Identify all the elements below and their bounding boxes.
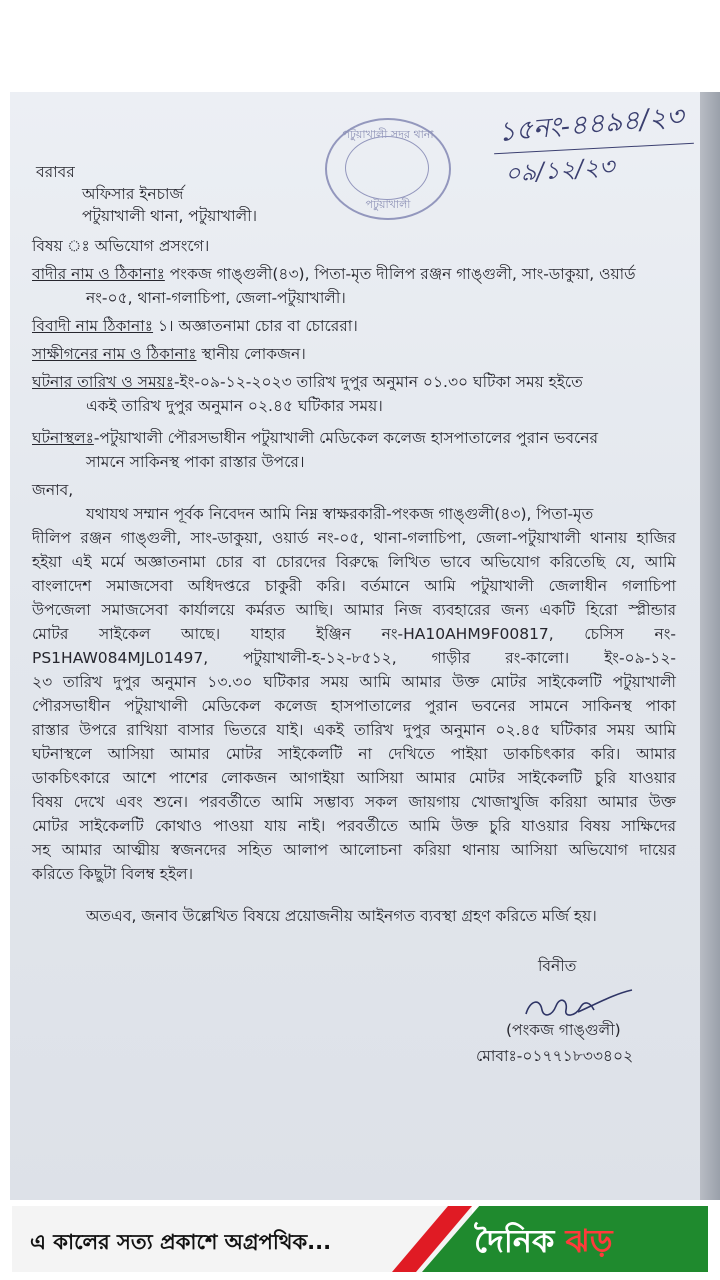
signer-name: (পংকজ গাঙ্গুলী) bbox=[506, 1021, 621, 1039]
logo-part-2: ঝড় bbox=[565, 1222, 613, 1260]
body-line: বাংলাদেশ সমাজসেবা অধিদপ্তরে চাকুরী করি। বর্তমানে আমি পটুয়াখালী জেলাধীন গলাচিপা bbox=[32, 577, 676, 595]
incident-datetime-label: ঘটনার তারিখ ও সময়ঃ bbox=[32, 373, 174, 391]
incident-place-value: -পটুয়াখালী পৌরসভাধীন পটুয়াখালী মেডিকেল কলেজ হাসপাতালের পুরান ভবনের bbox=[93, 429, 599, 447]
body-line: পৌরসভাধীন পটুয়াখালী মেডিকেল কলেজ হাসপাতালের পুরান ভবনের সামনে সাকিনস্থ পাকা bbox=[32, 697, 676, 715]
incident-datetime-line-1 bbox=[32, 372, 583, 392]
body-line: ঘটনাস্থলে আসিয়া আমার মোটর সাইকেলটি না দেখিতে পাইয়া ডাকচিৎকার করি। আমার bbox=[32, 745, 676, 763]
page-edge bbox=[700, 92, 720, 1200]
banner-tagline: এ কালের সত্য প্রকাশে অগ্রপথিক... bbox=[30, 1230, 332, 1254]
body-line: যথাযথ সম্মান পূর্বক নিবেদন আমি নিম্ন স্বাক্ষরকারী-পংকজ গাঙ্গুলী(৪৩), পিতা-মৃত bbox=[86, 505, 594, 523]
body-line: করিতে কিছুটা বিলম্ব হইল। bbox=[32, 865, 194, 883]
accused-label: বিবাদী নাম ঠিকানাঃ bbox=[32, 317, 154, 335]
witness-value: স্থানীয় লোকজন। bbox=[201, 345, 306, 363]
witness-label: সাক্ষীগনের নাম ও ঠিকানাঃ bbox=[32, 345, 197, 363]
incident-datetime-value: -ইং-০৯-১২-২০২৩ তারিখ দুপুর অনুমান ০১.৩০ ঘটিকা সময় হইতে bbox=[174, 373, 583, 391]
newspaper-banner bbox=[12, 1206, 708, 1272]
newspaper-logo bbox=[474, 1216, 613, 1270]
stamp-bottom-text: পটুয়াখালী bbox=[365, 198, 411, 211]
body-line: ২৩ তারিখ দুপুর অনুমান ১৩.৩০ ঘটিকার সময় আমি আমার উক্ত মোটর সাইকেলটি পটুয়াখালী bbox=[32, 673, 676, 691]
accused-value: ১। অজ্ঞাতনামা চোর বা চোরেরা। bbox=[157, 317, 358, 335]
witness-line bbox=[32, 344, 306, 364]
body-line: বিষয় দেখে এবং শুনে। পরবর্তীতে আমি সম্ভাব্য সকল জায়গায় খোজাখুজি করিয়া আমার উক্ত bbox=[32, 793, 676, 811]
logo-part-1: দৈনিক bbox=[474, 1222, 555, 1260]
salutation: জনাব, bbox=[32, 481, 74, 499]
body-line: মোটর সাইকেল আছে। যাহার ইঞ্জিন নং-HA10AHM9F00817, চেসিস নং- bbox=[32, 625, 676, 643]
recipient-title: অফিসার ইনচার্জ bbox=[82, 185, 184, 203]
complainant-value: পংকজ গাঙ্গুলী(৪৩), পিতা-মৃত দীলিপ রঞ্জন গাঙ্গুলী, সাং-ডাকুয়া, ওয়ার্ড bbox=[169, 265, 636, 283]
incident-place-line-2: সামনে সাকিনস্থ পাকা রাস্তার উপরে। bbox=[86, 453, 305, 471]
handwritten-date: ০৯/১২/২৩ bbox=[504, 152, 616, 188]
body-line: ডাকচিৎকারে আশে পাশের লোকজন আগাইয়া আসিয়া আমার মোটর সাইকেলটি চুরি যাওয়ার bbox=[32, 769, 676, 787]
to-label: বরাবর bbox=[36, 163, 75, 181]
body-line: রাস্তার উপরে রাখিয়া বাসার ভিতরে যাই। একই তারিখ দুপুর অনুমান ০২.৪৫ ঘটিকার সময় আমি bbox=[32, 721, 676, 739]
recipient-address: পটুয়াখালী থানা, পটুয়াখালী। bbox=[82, 207, 258, 225]
accused-line bbox=[32, 316, 358, 336]
closing-request: অতএব, জনাব উল্লেখিত বিষয়ে প্রয়োজনীয় আইনগত ব্যবস্থা গ্রহণ করিতে মর্জি হয়। bbox=[86, 907, 597, 925]
police-station-stamp bbox=[325, 118, 451, 220]
incident-place-line-1 bbox=[32, 428, 598, 448]
incident-datetime-line-2: একই তারিখ দুপুর অনুমান ০২.৪৫ ঘটিকার সময়। bbox=[86, 397, 383, 415]
body-line: মোটর সাইকেলটি কোথাও পাওয়া যায় নাই। পরবর্তীতে আমি উক্ত চুরি যাওয়ার বিষয় সাক্ষিদের bbox=[32, 817, 676, 835]
body-line: হইয়া এই মর্মে অজ্ঞাতনামা চোর বা চোরদের বিরুদ্ধে লিখিত ভাবে অভিযোগ করিতেছি যে, আমি bbox=[32, 553, 676, 571]
handwritten-ref-number: ১৫নং-৪৪৯৪/২৩ bbox=[496, 100, 686, 149]
sign-off: বিনীত bbox=[538, 957, 577, 975]
signer-mobile: মোবাঃ-০১৭৭১৮৩৩৪০২ bbox=[476, 1047, 634, 1065]
body-line: PS1HAW084MJL01497, পটুয়াখালী-হ-১২-৮৫১২, গাড়ীর রং-কালো। ইং-০৯-১২- bbox=[32, 649, 676, 667]
incident-place-label: ঘটনাস্থলঃ bbox=[32, 429, 94, 447]
complainant-label: বাদীর নাম ও ঠিকানাঃ bbox=[32, 265, 165, 283]
body-line: দীলিপ রঞ্জন গাঙ্গুলী, সাং-ডাকুয়া, ওয়ার্ড নং-০৫, থানা-গলাচিপা, জেলা-পটুয়াখালী থানায় হাজির bbox=[32, 529, 676, 547]
stamp-inner-ring bbox=[345, 136, 429, 200]
stamp-top-text: পটুয়াখালী সদর থানা bbox=[342, 128, 434, 141]
subject-line: বিষয় ঃ অভিযোগ প্রসংগে। bbox=[32, 237, 210, 255]
complainant-line-2: নং-০৫, থানা-গলাচিপা, জেলা-পটুয়াখালী। bbox=[86, 289, 346, 307]
body-line: উপজেলা সমাজসেবা কার্যালয়ে কর্মরত আছি। আমার নিজ ব্যবহারের জন্য একটি হিরো স্প্লীন্ডার bbox=[32, 601, 676, 619]
top-margin bbox=[0, 0, 720, 95]
complainant-line-1 bbox=[32, 264, 636, 284]
body-line: সহ আমার আত্মীয় স্বজনদের সহিত আলাপ আলোচনা করিয়া থানায় আসিয়া অভিযোগ দায়ের bbox=[32, 841, 676, 859]
